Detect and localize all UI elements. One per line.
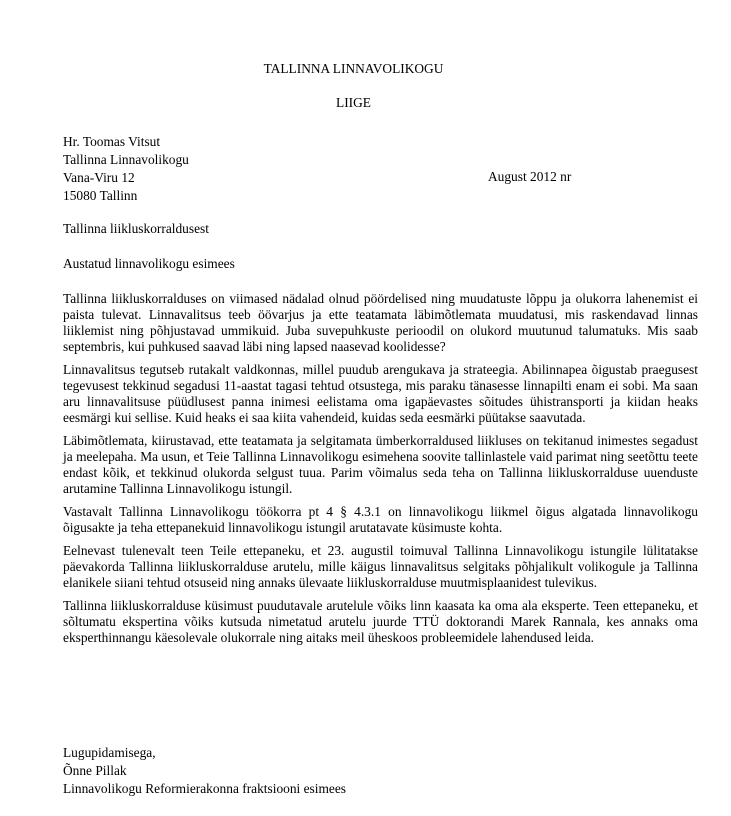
letter-subject: Tallinna liikluskorraldusest bbox=[63, 221, 209, 236]
body-paragraph: Eelnevast tulenevalt teen Teile ettepaneku, et 23. augustil toimuval Tallinna Linnavolikogu istungile lülitatakse päevakorda Tallinna liikluskorralduse arutelu, mille käigus linnavalitsus selgitaks põhjalikult volikogule ja Tallinna elanikele siiani tehtud otsuseid ning annaks ülevaate liikluskorralduse muutmisplaanidest tulevikus. bbox=[63, 543, 698, 590]
recipient-street: Vana-Viru 12 bbox=[63, 170, 135, 185]
body-paragraph: Linnavalitsus tegutseb rutakalt valdkonnas, millel puudub arengukava ja strateegia. Abilinnapea õigustab praegusest tegevusest tekkinud segadusi 11-aastat tagasi tehtud otsustega, mis paraku tänasesse linnapilti enam ei sobi. Ma saan aru linnavalitsuse püüdlusest panna inimesi eelistama oma igapäevastes sõitudes ühistransporti ja kiidan heaks eesmärgi kui sellise. Kuid heaks ei saa kiita vahendeid, kuidas seda eesmärki püütakse saavutada. bbox=[63, 362, 698, 425]
recipient-name: Hr. Toomas Vitsut bbox=[63, 134, 161, 149]
letterhead-subtitle: LIIGE bbox=[336, 95, 371, 110]
closing-greeting: Lugupidamisega, bbox=[63, 745, 156, 760]
body-paragraph: Vastavalt Tallinna Linnavolikogu töökorra pt 4 § 4.3.1 on linnavolikogu liikmel õigus algatada linnavolikogu õigusakte ja teha ettepanekuid linnavolikogu istungil arutatavate küsimuste kohta. bbox=[63, 504, 698, 535]
letterhead-title: TALLINNA LINNAVOLIKOGU bbox=[263, 61, 444, 76]
signer-title: Linnavolikogu Reformierakonna fraktsiooni esimees bbox=[63, 781, 346, 796]
recipient-city: 15080 Tallinn bbox=[63, 188, 138, 203]
recipient-org: Tallinna Linnavolikogu bbox=[63, 152, 189, 167]
signer-name: Õnne Pillak bbox=[63, 763, 127, 778]
letter-salutation: Austatud linnavolikogu esimees bbox=[63, 256, 235, 271]
letter-body bbox=[63, 291, 698, 653]
body-paragraph: Tallinna liikluskorralduses on viimased nädalad olnud pöördelised ning muudatuste lõppu ja olukorra lahenemist ei paista tulevat. Linnavalitsus teeb öövarjus ja ette teatamata läbimõtlemata muudatusi, mis raskendavad linnas liiklemist ning põhjustavad ummikuid. Juba suvepuhkuste perioodil on olukord muutunud talumatuks. Mis saab septembris, kui puhkused saavad läbi ning lapsed naasevad koolidesse? bbox=[63, 291, 698, 354]
body-paragraph: Tallinna liikluskorralduse küsimust puudutavale arutelule võiks linn kaasata ka oma ala eksperte. Teen ettepaneku, et sõltumatu ekspertina võiks kutsuda nimetatud arutelu juurde TTÜ doktorandi Marek Rannala, kes annaks oma eksperthinnangu käesolevale olukorrale ning aitaks meil üheskoos probleemidele lahendused leida. bbox=[63, 598, 698, 645]
recipient-address bbox=[63, 133, 189, 205]
body-paragraph: Läbimõtlemata, kiirustavad, ette teatamata ja selgitamata ümberkorraldused liikluses on tekitanud inimestes segadust ja meelepaha. Ma usun, et Teie Tallinna Linnavolikogu esimehena soovite tallinlastele vaid parimat ning seetõttu teete endast kõik, et tekkinud olukorda selgust tuua. Parim võimalus seda teha on Tallinna liikluskorralduse uuenduste arutamine Tallinna Linnavolikogu istungil. bbox=[63, 433, 698, 496]
letter-closing bbox=[63, 744, 346, 798]
date-line: August 2012 nr bbox=[488, 169, 572, 184]
